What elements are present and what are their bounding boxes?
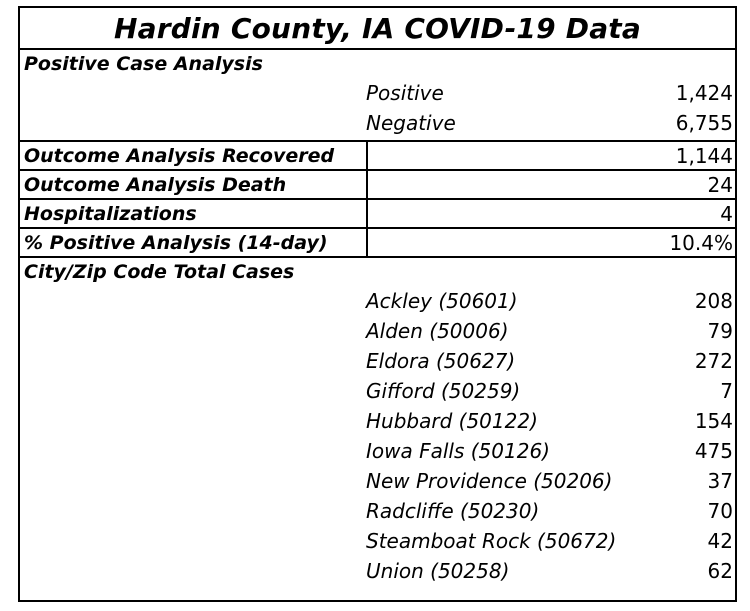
hospitalizations-row bbox=[20, 200, 735, 229]
row-value: 37 bbox=[707, 469, 733, 493]
row-label: Iowa Falls (50126) bbox=[366, 439, 550, 463]
row-label: Hubbard (50122) bbox=[366, 409, 538, 433]
positive-case-analysis-section bbox=[20, 50, 735, 142]
table-row bbox=[20, 406, 735, 436]
row-label: Negative bbox=[366, 111, 456, 135]
table-row bbox=[20, 466, 735, 496]
table-row bbox=[20, 526, 735, 556]
positive-14day-row bbox=[20, 229, 735, 258]
row-value: 62 bbox=[707, 559, 733, 583]
section-header: Positive Case Analysis bbox=[24, 53, 263, 75]
row-value: 10.4% bbox=[669, 231, 733, 255]
row-value: 154 bbox=[694, 409, 733, 433]
table-row bbox=[20, 78, 735, 108]
table-row bbox=[20, 316, 735, 346]
outcome-recovered-row bbox=[20, 142, 735, 171]
row-label: Union (50258) bbox=[366, 559, 510, 583]
table-row bbox=[20, 556, 735, 586]
table-row bbox=[20, 436, 735, 466]
outcome-death-row bbox=[20, 171, 735, 200]
section-header: City/Zip Code Total Cases bbox=[24, 261, 295, 283]
row-value: 6,755 bbox=[675, 111, 733, 135]
column-divider bbox=[366, 171, 368, 198]
table-row bbox=[20, 346, 735, 376]
row-label: Ackley (50601) bbox=[366, 289, 518, 313]
row-value: 24 bbox=[707, 173, 733, 197]
row-header: % Positive Analysis (14-day) bbox=[24, 232, 328, 254]
row-label: Steamboat Rock (50672) bbox=[366, 529, 617, 553]
row-value: 475 bbox=[694, 439, 733, 463]
row-label: Gifford (50259) bbox=[366, 379, 521, 403]
row-value: 272 bbox=[694, 349, 733, 373]
row-value: 1,424 bbox=[675, 81, 733, 105]
column-divider bbox=[366, 229, 368, 256]
table-row bbox=[20, 286, 735, 316]
row-value: 70 bbox=[707, 499, 733, 523]
covid-data-table bbox=[18, 6, 737, 602]
row-header: Hospitalizations bbox=[24, 203, 197, 225]
table-row bbox=[20, 376, 735, 406]
column-divider bbox=[366, 142, 368, 169]
row-label: Positive bbox=[366, 81, 444, 105]
row-header: Outcome Analysis Recovered bbox=[24, 145, 335, 167]
column-divider bbox=[366, 200, 368, 227]
row-label: New Providence (50206) bbox=[366, 469, 613, 493]
row-value: 7 bbox=[720, 379, 733, 403]
row-value: 208 bbox=[694, 289, 733, 313]
row-value: 42 bbox=[707, 529, 733, 553]
row-label: Radcliffe (50230) bbox=[366, 499, 540, 523]
table-row bbox=[20, 496, 735, 526]
table-row bbox=[20, 108, 735, 138]
row-label: Alden (50006) bbox=[366, 319, 509, 343]
row-value: 4 bbox=[720, 202, 733, 226]
table-title: Hardin County, IA COVID-19 Data bbox=[20, 8, 735, 50]
row-value: 1,144 bbox=[675, 144, 733, 168]
city-zip-section bbox=[20, 258, 735, 586]
row-value: 79 bbox=[707, 319, 733, 343]
row-label: Eldora (50627) bbox=[366, 349, 516, 373]
row-header: Outcome Analysis Death bbox=[24, 174, 287, 196]
